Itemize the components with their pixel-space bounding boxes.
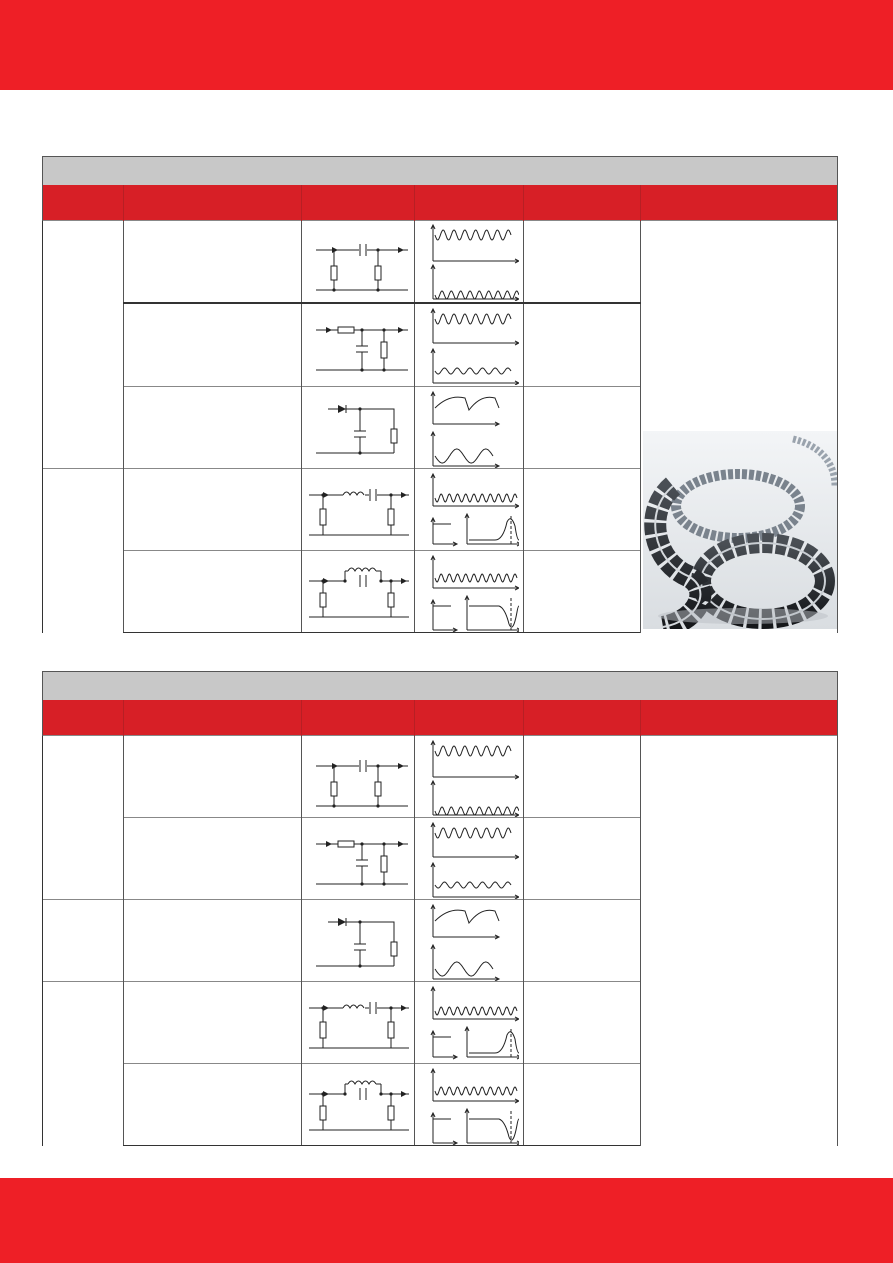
lowpass-waveform-graph bbox=[419, 305, 519, 385]
rc-lowpass-schematic bbox=[308, 828, 408, 890]
row-description bbox=[124, 551, 302, 633]
row-description bbox=[124, 221, 302, 303]
rc-lowpass-schematic bbox=[308, 314, 408, 376]
schematic-cell bbox=[302, 1064, 415, 1146]
rectifier-waveform-graph bbox=[419, 388, 519, 468]
table-title bbox=[43, 672, 838, 701]
smd-components-reel-photo bbox=[643, 431, 837, 629]
column-header bbox=[302, 700, 415, 736]
row-value bbox=[524, 900, 641, 982]
bandstop-notch-graph bbox=[419, 552, 519, 632]
schematic-cell bbox=[302, 303, 415, 387]
column-header bbox=[641, 700, 838, 736]
row-value bbox=[524, 982, 641, 1064]
column-header bbox=[415, 185, 524, 221]
column-header bbox=[641, 185, 838, 221]
bandstop-notch-graph bbox=[419, 1065, 519, 1145]
row-description bbox=[124, 982, 302, 1064]
column-header bbox=[43, 185, 124, 221]
column-header bbox=[124, 700, 302, 736]
row-description bbox=[124, 900, 302, 982]
row-description bbox=[124, 736, 302, 818]
graph-cell bbox=[415, 221, 524, 303]
row-value bbox=[524, 818, 641, 900]
highpass-waveform-graph bbox=[419, 221, 519, 301]
bottom-red-band bbox=[0, 1178, 893, 1263]
table-title bbox=[43, 157, 838, 186]
schematic-cell bbox=[302, 982, 415, 1064]
schematic-cell bbox=[302, 900, 415, 982]
lc-series-filter-schematic bbox=[305, 479, 411, 541]
graph-cell bbox=[415, 1064, 524, 1146]
column-header bbox=[124, 185, 302, 221]
row-description bbox=[124, 818, 302, 900]
side-note bbox=[641, 736, 838, 1146]
rc-highpass-schematic bbox=[308, 746, 408, 808]
column-header bbox=[302, 185, 415, 221]
lc-parallel-filter-schematic bbox=[305, 1074, 411, 1136]
schematic-cell bbox=[302, 221, 415, 303]
graph-cell bbox=[415, 900, 524, 982]
highpass-waveform-graph bbox=[419, 737, 519, 817]
row-value bbox=[524, 736, 641, 818]
graph-cell bbox=[415, 551, 524, 633]
row-description bbox=[124, 1064, 302, 1146]
graph-cell bbox=[415, 818, 524, 900]
graph-cell bbox=[415, 469, 524, 551]
column-header bbox=[524, 185, 641, 221]
group-label bbox=[43, 221, 124, 469]
graph-cell bbox=[415, 387, 524, 469]
column-header bbox=[524, 700, 641, 736]
schematic-cell bbox=[302, 736, 415, 818]
row-value bbox=[524, 1064, 641, 1146]
top-red-band bbox=[0, 0, 893, 90]
graph-cell bbox=[415, 736, 524, 818]
row-description bbox=[124, 303, 302, 387]
rc-highpass-schematic bbox=[308, 230, 408, 292]
bandpass-peak-graph bbox=[419, 983, 519, 1063]
diode-rectifier-schematic bbox=[308, 910, 408, 972]
schematic-cell bbox=[302, 818, 415, 900]
column-header bbox=[415, 700, 524, 736]
bandpass-peak-graph bbox=[419, 470, 519, 550]
schematic-cell bbox=[302, 551, 415, 633]
graph-cell bbox=[415, 303, 524, 387]
group-label bbox=[43, 900, 124, 982]
graph-cell bbox=[415, 982, 524, 1064]
comparison-table-2 bbox=[42, 671, 838, 1146]
table-row bbox=[43, 736, 838, 818]
lc-series-filter-schematic bbox=[305, 992, 411, 1054]
group-label bbox=[43, 736, 124, 900]
schematic-cell bbox=[302, 469, 415, 551]
photo-cell bbox=[641, 221, 838, 633]
comparison-table-1 bbox=[42, 156, 838, 633]
row-value bbox=[524, 387, 641, 469]
schematic-cell bbox=[302, 387, 415, 469]
row-description bbox=[124, 387, 302, 469]
group-label bbox=[43, 469, 124, 633]
lc-parallel-filter-schematic bbox=[305, 561, 411, 623]
table-row bbox=[43, 221, 838, 303]
row-value bbox=[524, 469, 641, 551]
group-label bbox=[43, 982, 124, 1146]
row-value bbox=[524, 221, 641, 303]
row-description bbox=[124, 469, 302, 551]
lowpass-waveform-graph bbox=[419, 819, 519, 899]
column-header bbox=[43, 700, 124, 736]
row-value bbox=[524, 551, 641, 633]
diode-rectifier-schematic bbox=[308, 397, 408, 459]
rectifier-waveform-graph bbox=[419, 901, 519, 981]
row-value bbox=[524, 303, 641, 387]
